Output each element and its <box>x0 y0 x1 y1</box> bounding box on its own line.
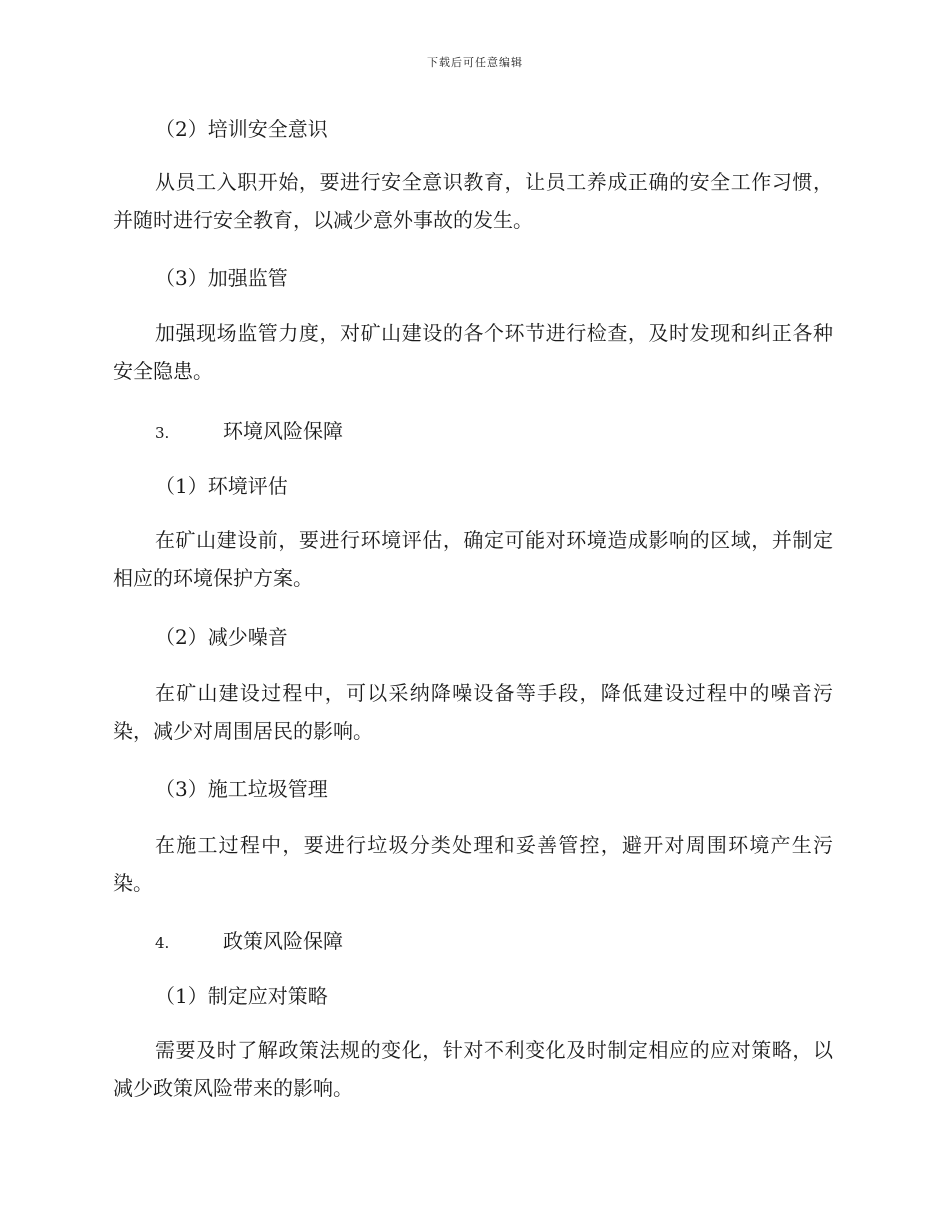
subheading-noise-reduction: （2）减少噪音 <box>155 625 288 649</box>
paragraph-noise-reduction: 在矿山建设过程中，可以采纳降噪设备等手段，降低建设过程中的噪音污染，减少对周围居民的影响。 <box>113 681 833 743</box>
page-header: 下载后可任意编辑 <box>427 56 523 69</box>
subheading-train-safety-awareness: （2）培训安全意识 <box>155 117 328 141</box>
section-heading-environmental-risk <box>113 412 833 452</box>
subheading-response-strategy: （1）制定应对策略 <box>155 984 328 1008</box>
paragraph-construction-waste: 在施工过程中，要进行垃圾分类处理和妥善管控，避开对周围环境产生污染。 <box>113 833 833 895</box>
section-number: 3. <box>155 424 170 442</box>
subheading-environmental-assessment: （1）环境评估 <box>155 474 288 498</box>
section-heading-policy-risk <box>113 922 833 962</box>
subheading-strengthen-supervision: （3）加强监管 <box>155 266 288 290</box>
paragraph-policy-response: 需要及时了解政策法规的变化，针对不利变化及时制定相应的应对策略，以减少政策风险带来的影响。 <box>113 1038 833 1100</box>
paragraph-site-supervision: 加强现场监管力度，对矿山建设的各个环节进行检查，及时发现和纠正各种安全隐患。 <box>113 321 833 383</box>
section-number: 4. <box>155 934 170 952</box>
section-title: 环境风险保障 <box>223 419 343 443</box>
paragraph-environmental-assessment: 在矿山建设前，要进行环境评估，确定可能对环境造成影响的区域，并制定相应的环境保护方案。 <box>113 528 833 590</box>
subheading-construction-waste: （3）施工垃圾管理 <box>155 777 328 801</box>
paragraph-safety-education: 从员工入职开始，要进行安全意识教育，让员工养成正确的安全工作习惯，并随时进行安全教育，以减少意外事故的发生。 <box>113 170 833 232</box>
section-title: 政策风险保障 <box>223 929 343 953</box>
